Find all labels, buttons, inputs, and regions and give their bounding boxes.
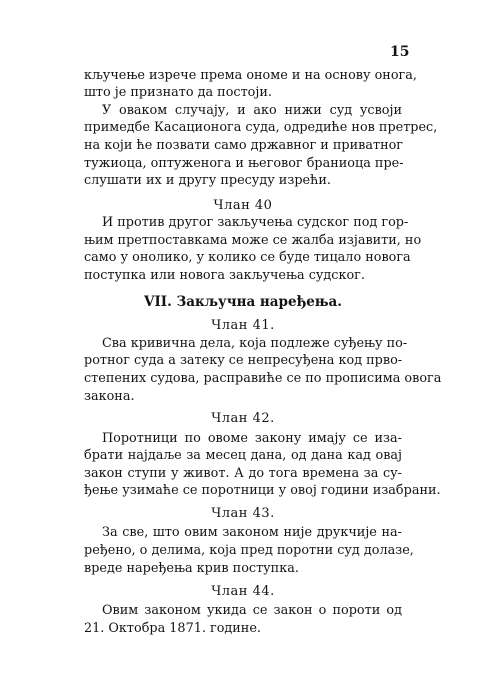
body-line: И против другог закључења судског под гор-	[102, 215, 409, 230]
body-line: на који ће позвати само државног и приватног	[84, 138, 404, 153]
body-line: ређено, о делима, која пред поротни суд долазе,	[84, 543, 414, 558]
body-line: Сва кривична дела, која подлеже суђењу по-	[102, 336, 408, 351]
article-heading: Члан 43.	[211, 506, 275, 521]
body-line: Овим законом укида се закон о пороти од	[102, 603, 402, 618]
body-line: закона.	[84, 389, 135, 404]
article-heading: Члан 44.	[211, 584, 275, 599]
body-line: тужиоца, оптуженога и његовог браниоца пре-	[84, 156, 404, 171]
body-line: вреде наређења крив поступка.	[84, 561, 299, 576]
body-line: поступка или новога закључења судског.	[84, 268, 365, 283]
body-line: што је признато да постоји.	[84, 85, 272, 100]
body-line: Поротници по овоме закону имају се иза-	[102, 431, 402, 446]
page-number: 15	[390, 44, 410, 60]
body-line: само у онолико, у колико се буде тицало новога	[84, 250, 411, 265]
body-line: брати најдаље за месец дана, од дана кад овај	[84, 448, 402, 463]
article-heading: Члан 40	[213, 198, 273, 213]
body-line: 21. Октобра 1871. године.	[84, 621, 261, 636]
article-heading: Члан 42.	[211, 411, 275, 426]
body-line: кључење изрече према ономе и на основу онога,	[84, 68, 417, 83]
body-line: У оваком случају, и ако нижи суд усвоји	[102, 103, 402, 118]
body-line: ротног суда а затеку се непресуђена код прво-	[84, 353, 403, 368]
body-line: слушати их и другу пресуду изрећи.	[84, 173, 331, 188]
section-heading: VII. Закључна наређења.	[143, 294, 343, 310]
body-line: ђење узимаће се поротници у овој години изабрани.	[84, 483, 441, 498]
article-heading: Члан 41.	[211, 318, 275, 333]
body-line: закон ступи у живот. А до тога времена за су-	[84, 466, 402, 481]
body-line: степених судова, расправиће се по прописима овога	[84, 371, 442, 386]
body-line: примедбе Касационога суда, одредиће нов претрес,	[84, 120, 438, 135]
body-line: њим претпоставкама може се жалба изјавити, но	[84, 233, 422, 248]
body-line: За све, што овим законом није друкчије на-	[102, 525, 402, 540]
